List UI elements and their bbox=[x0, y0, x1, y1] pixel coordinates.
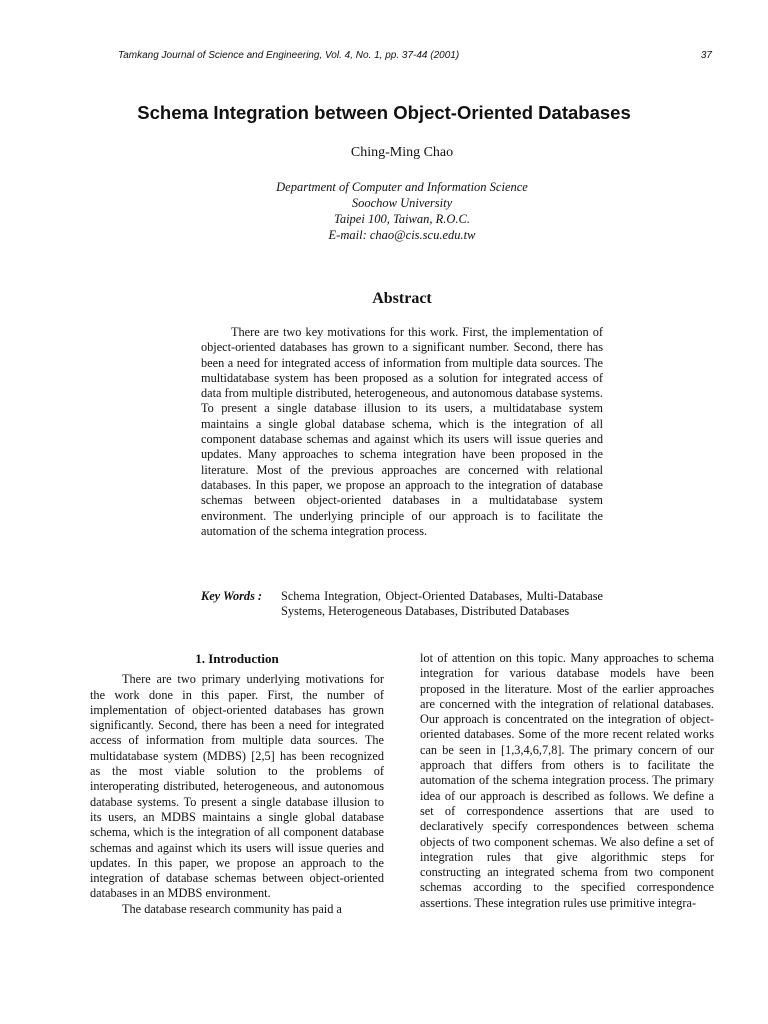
affiliation-address: Taipei 100, Taiwan, R.O.C. bbox=[334, 212, 470, 226]
affiliation-department: Department of Computer and Information Science bbox=[276, 180, 528, 194]
intro-paragraph-1: There are two primary underlying motivations for the work done in this paper. First, the number of implementation of object-oriented databases has grown significantly. Second, there has been a need for integrated access of information from multiple data sources. The multidatabase system (MDBS) [2,5] has been recognized as the most viable solution to the problems of interoperating distributed, heterogeneous, and autonomous database systems. To present a single database illusion to its users, an MDBS maintains a single global database schema, which is the integration of all component database schemas and against which its users will issue queries and updates. In this paper, we propose an approach to the integration of database schemas between object-oriented databases in an MDBS environment. bbox=[90, 672, 384, 901]
paper-title: Schema Integration between Object-Oriented Databases bbox=[137, 102, 631, 123]
abstract-heading: Abstract bbox=[372, 290, 432, 307]
keywords-text: Schema Integration, Object-Oriented Databases, Multi-Database Systems, Heterogeneous Databases, Distributed Databases bbox=[281, 589, 603, 619]
intro-paragraph-continued: lot of attention on this topic. Many approaches to schema integration for various database models have been proposed in the literature. Most of the earlier approaches are concerned with the integration of relational databases. Our approach is concentrated on the integration of object-oriented databases. Some of the more recent related works can be seen in [1,3,4,6,7,8]. The primary concern of our approach that differs from others is to facilitate the automation of the schema integration process. The primary idea of our approach is described as follows. We define a set of correspondence assertions that are used to declaratively specify correspondences between schema objects of two component schemas. We also define a set of integration rules that give algorithmic steps for constructing an integrated schema from two component schemas according to the specified correspondence assertions. These integration rules use primitive integra- bbox=[420, 651, 714, 910]
abstract-body: There are two key motivations for this work. First, the implementation of object-oriented databases has grown to a significant number. Second, there has been a need for integrated access of information from multiple data sources. The multidatabase system has been proposed as a solution for integrated access of data from multiple distributed, heterogeneous, and autonomous database systems. To present a single database illusion to its users, a multidatabase system maintains a single global database schema, which is the integration of all component database schemas and against which its users will issue queries and updates. Many approaches to schema integration have been proposed in the literature. Most of the previous approaches are concerned with relational databases. In this paper, we propose an approach to the integration of database schemas between object-oriented databases in a multidatabase system environment. The underlying principle of our approach is to facilitate the automation of the schema integration process. bbox=[201, 325, 603, 538]
intro-paragraph-2: The database research community has paid a bbox=[122, 901, 342, 916]
keywords bbox=[201, 589, 603, 620]
right-column bbox=[420, 651, 714, 911]
author-name: Ching-Ming Chao bbox=[350, 145, 454, 160]
affiliation-email: E-mail: chao@cis.scu.edu.tw bbox=[328, 228, 476, 242]
affiliation-block bbox=[0, 179, 768, 243]
page-number: 37 bbox=[700, 50, 712, 61]
left-column bbox=[90, 651, 384, 917]
running-header bbox=[118, 50, 712, 61]
introduction-heading: 1. Introduction bbox=[195, 651, 279, 666]
affiliation-university: Soochow University bbox=[351, 196, 453, 210]
journal-citation: Tamkang Journal of Science and Engineering, Vol. 4, No. 1, pp. 37-44 (2001) bbox=[118, 50, 460, 61]
keywords-label: Key Words : bbox=[201, 589, 263, 603]
